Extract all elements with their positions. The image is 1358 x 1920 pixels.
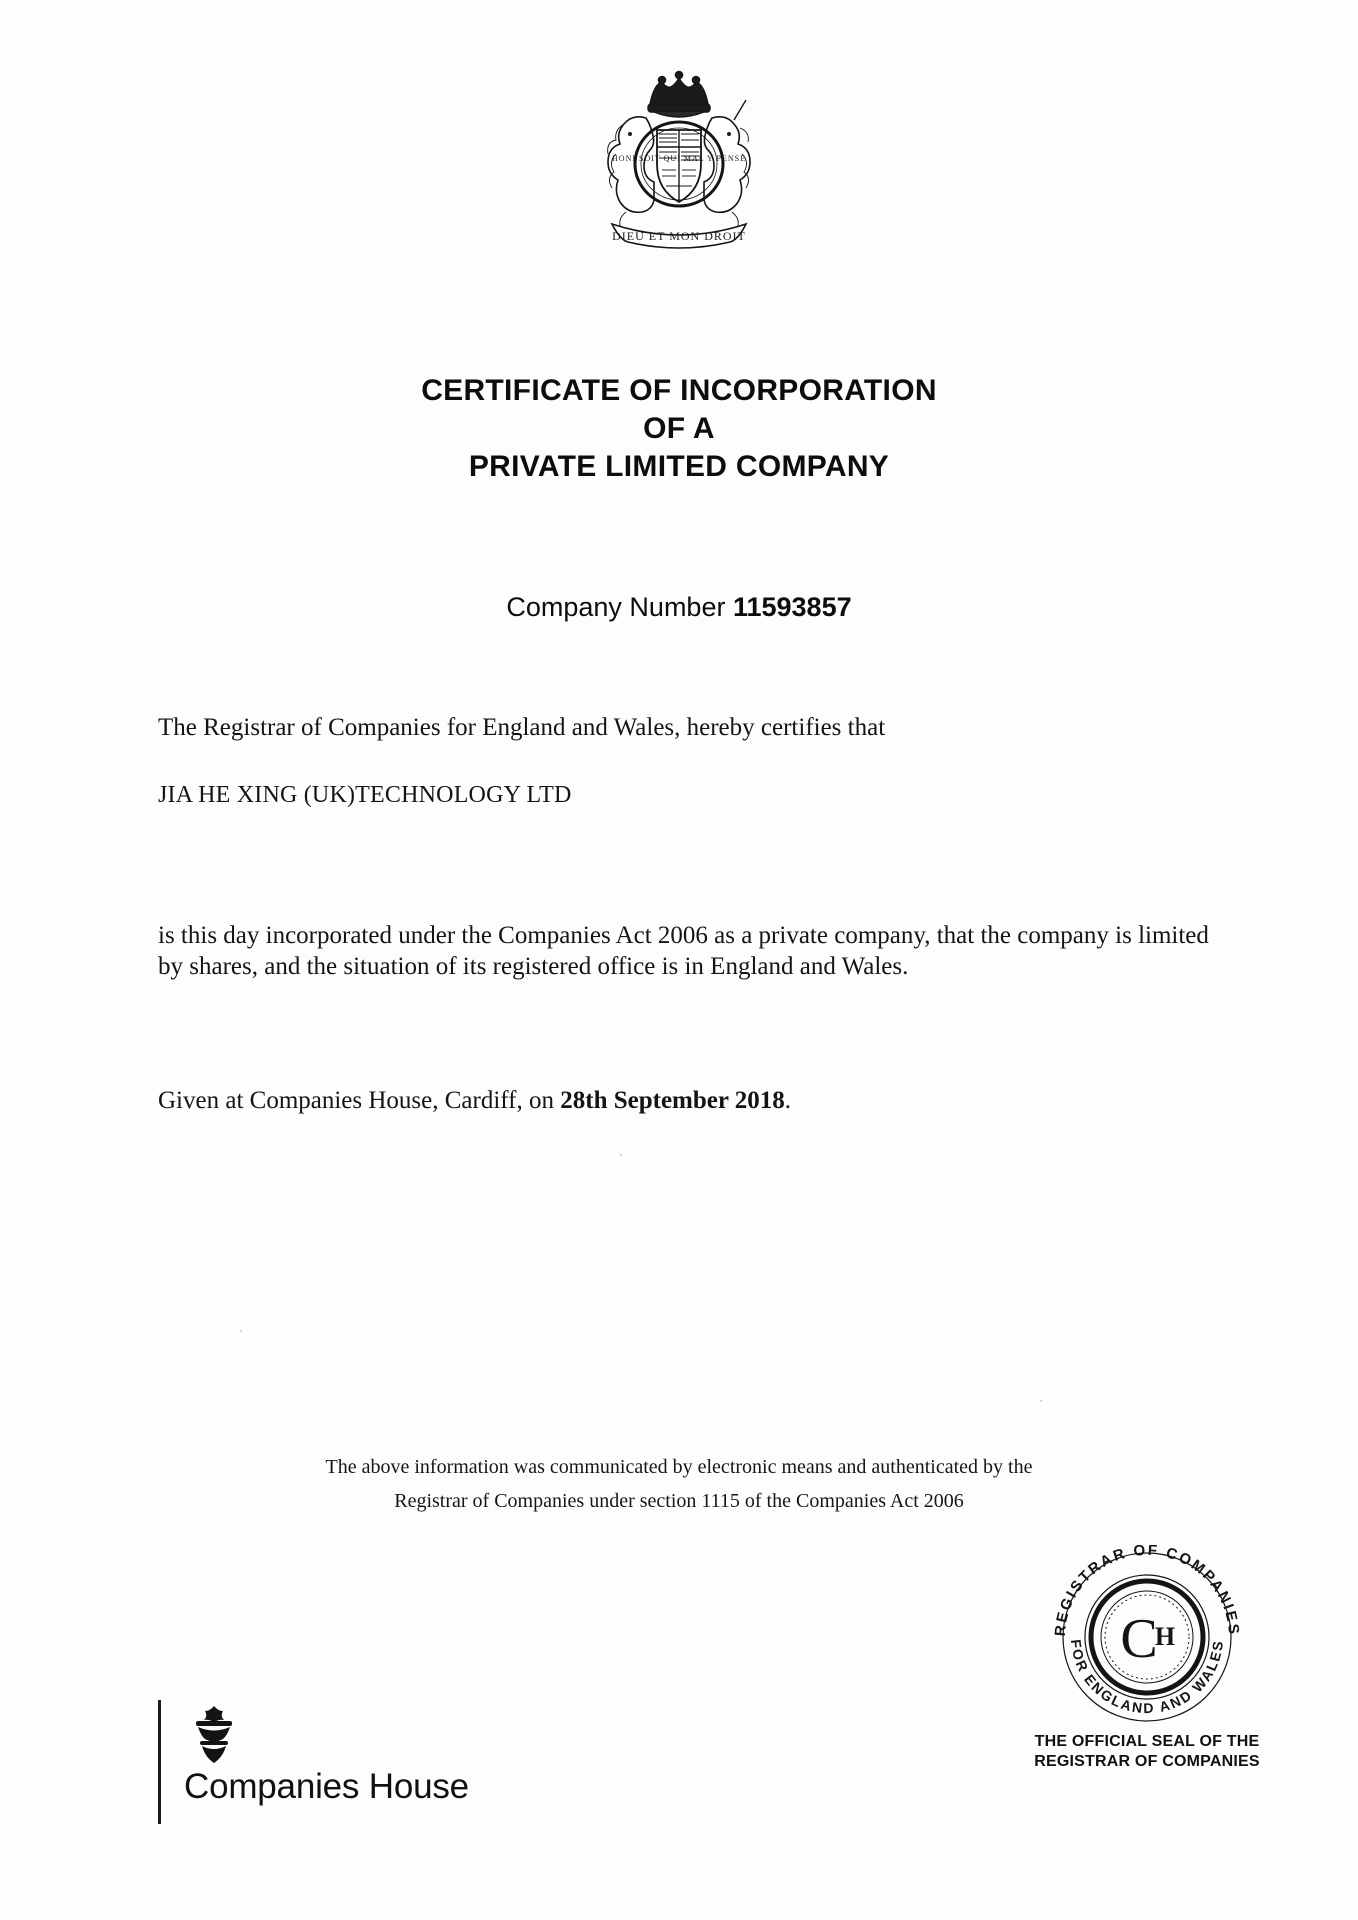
given-prefix: Given at Companies House, Cardiff, on <box>158 1087 561 1114</box>
given-date: 28th September 2018 <box>560 1087 785 1114</box>
company-number <box>0 592 1358 623</box>
companies-house-crest-icon <box>186 1704 242 1766</box>
given-suffix: . <box>784 1087 792 1114</box>
seal-caption-line-2: REGISTRAR OF COMPANIES <box>1034 1753 1260 1770</box>
companies-house-name: Companies House <box>184 1767 469 1806</box>
authentication-note-line-2: Registrar of Companies under section 1115 of the Companies Act 2006 <box>394 1490 964 1512</box>
authentication-note <box>0 1450 1358 1518</box>
seal-ring-text-top: REGISTRAR OF COMPANIES <box>1051 1545 1243 1637</box>
title-line-3: PRIVATE LIMITED COMPANY <box>468 450 890 483</box>
given-at-line <box>158 1085 1218 1116</box>
seal-monogram-h: H <box>1154 1622 1176 1651</box>
official-seal-icon <box>1047 1545 1247 1725</box>
company-name: JIA HE XING (UK)TECHNOLOGY LTD <box>158 782 572 808</box>
scan-speck <box>240 1330 242 1332</box>
company-number-value: 11593857 <box>732 592 852 622</box>
royal-coat-of-arms-icon <box>554 58 804 273</box>
title-line-2: OF A <box>643 412 715 445</box>
seal-ring-text-bottom: FOR ENGLAND AND WALES <box>1067 1638 1227 1717</box>
seal-caption-line-1: THE OFFICIAL SEAL OF THE <box>1034 1733 1260 1750</box>
scan-speck <box>1040 1400 1042 1402</box>
authentication-note-line-1: The above information was communicated by electronic means and authenticated by the <box>325 1456 1033 1478</box>
seal-caption <box>1032 1732 1262 1772</box>
official-seal-container <box>1032 1545 1262 1772</box>
incorporation-paragraph: is this day incorporated under the Companies Act 2006 as a private company, that the company is limited by shares, and the situation of its registered office is in England and Wales. <box>158 922 1209 980</box>
scan-speck <box>620 1154 622 1156</box>
company-number-label: Company Number <box>506 592 733 622</box>
certificate-title <box>0 372 1358 486</box>
registrar-certifies-line: The Registrar of Companies for England and Wales, hereby certifies that <box>158 714 886 741</box>
seal-monogram-c: C <box>1120 1608 1158 1670</box>
logo-rule <box>158 1700 161 1824</box>
companies-house-logo <box>158 1700 578 1840</box>
svg-text:DIEU ET MON DROIT: DIEU ET MON DROIT <box>612 229 746 243</box>
svg-text:HONI SOIT QUI MAL Y PENSE: HONI SOIT QUI MAL Y PENSE <box>612 154 746 163</box>
royal-crest-container <box>0 58 1358 278</box>
title-line-1: CERTIFICATE OF INCORPORATION <box>421 374 937 407</box>
